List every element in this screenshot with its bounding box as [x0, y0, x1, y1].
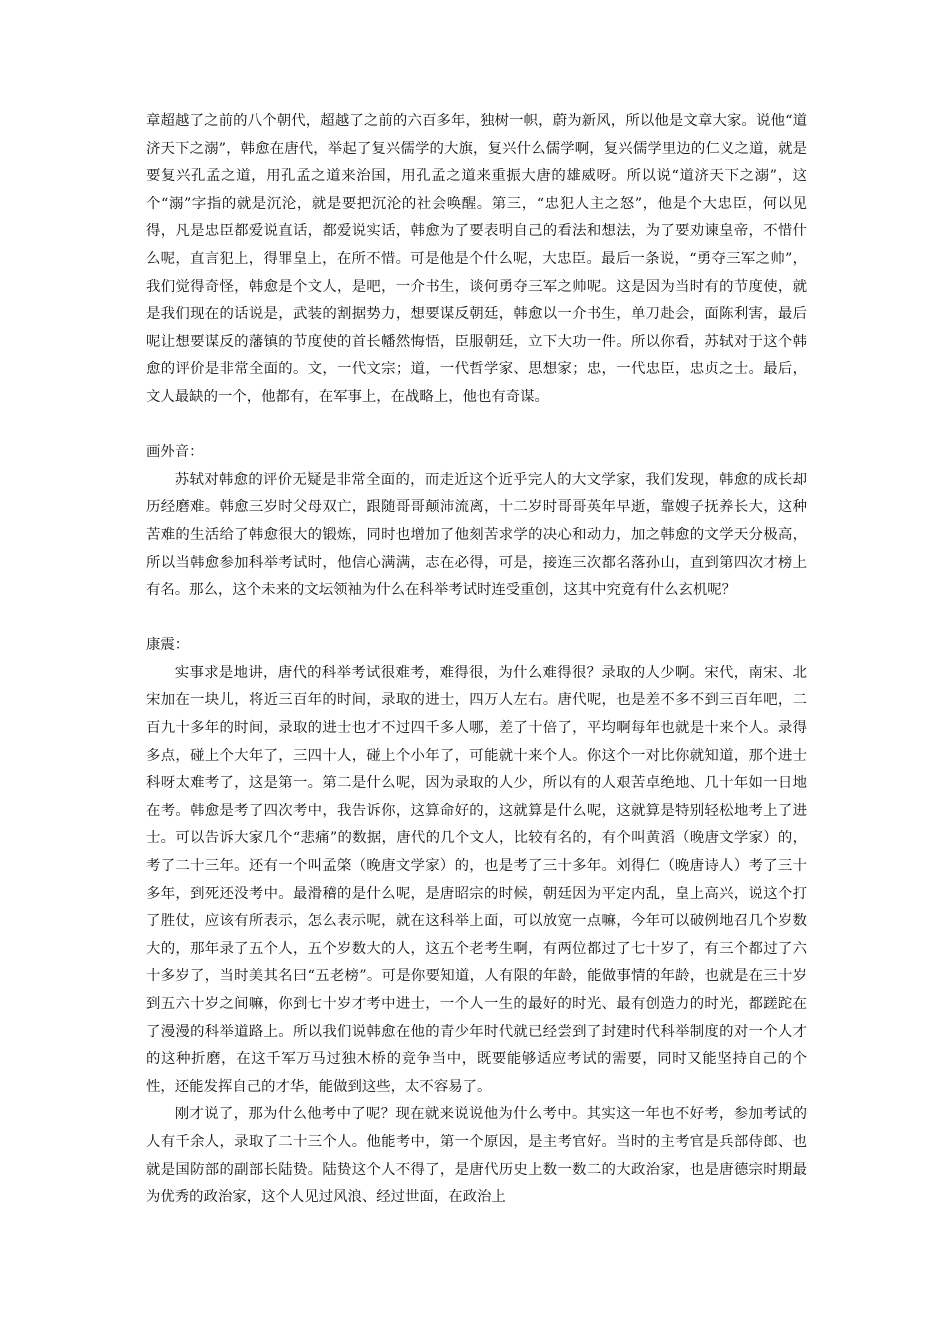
- paragraph-kangzhen-examiner: 刚才说了，那为什么他考中了呢？现在就来说说他为什么考中。其实这一年也不好考，参加考试的人有千余人，录取了二十三个人。他能考中，第一个原因，是主考官好。当时的主考官是兵部侍郎、也就是国防部的副部长陆贽。陆贽这个人不得了，是唐代历史上数一数二的大政治家，也是唐德宗时期最为优秀的政治家，这个人见过风浪、经过世面，在政治上: [146, 1106, 807, 1206]
- speaker-label-kangzhen: 康震：: [146, 637, 190, 654]
- paragraph-gap: [146, 605, 807, 633]
- paragraph-kangzhen-exam: 实事求是地讲，唐代的科举考试很难考，难得很，为什么难得很？录取的人少啊。宋代，南宋、北宋加在一块儿，将近三百年的时间，录取的进士，四万人左右。唐代呢，也是差不多不到三百年吧，二百九十多年的时间，录取的进士也才不过四千多人哪，差了十倍了，平均啊每年也就是十来个人。录得多点，碰上个大年了，三四十人，碰上个小年了，可能就十来个人。你这个一对比你就知道，那个进士科呀太难考了，这是第一。第二是什么呢，因为录取的人少，所以有的人艰苦卓绝地、几十年如一日地在考。韩愈是考了四次考中，我告诉你，这算命好的，这就算是什么呢，这就算是特别轻松地考上了进士。可以告诉大家几个“悲痛”的数据，唐代的几个文人，比较有名的，有个叫黄滔（晚唐文学家）的，考了二十三年。还有一个叫孟棨（晚唐文学家）的，也是考了三十多年。刘得仁（晚唐诗人）考了三十多年，到死还没考中。最滑稽的是什么呢，是唐昭宗的时候，朝廷因为平定内乱，皇上高兴，说这个打了胜仗，应该有所表示，怎么表示呢，就在这科举上面，可以放宽一点嘛，今年可以破例地召几个岁数大的，那年录了五个人，五个岁数大的人，这五个老考生啊，有两位都过了七十岁了，有三个都过了六十多岁了，当时美其名曰“五老榜”。可是你要知道，人有限的年龄，能做事情的年龄，也就是在三十岁到五六十岁之间嘛，你到七十岁才考中进士，一个人一生的最好的时光、最有创造力的时光，都蹉跎在了漫漫的科举道路上。所以我们说韩愈在他的青少年时代就已经尝到了封建时代科举制度的对一个人才的这种折磨，在这千军万马过独木桥的竞争当中，既要能够适应考试的需要，同时又能坚持自己的个性，还能发挥自己的才华，能做到这些，太不容易了。: [146, 664, 807, 1095]
- paragraph-narration: 苏轼对韩愈的评价无疑是非常全面的，而走近这个近乎完人的大文学家，我们发现，韩愈的成长却历经磨难。韩愈三岁时父母双亡，跟随哥哥颠沛流离，十二岁时哥哥英年早逝，靠嫂子抚养长大，这种苦难的生活给了韩愈很大的锻炼，同时也增加了他刻苦求学的决心和动力，加之韩愈的文学天分极高，所以当韩愈参加科举考试时，他信心满满，志在必得，可是，接连三次都名落孙山，直到第四次才榜上有名。那么，这个未来的文坛领袖为什么在科举考试时连受重创，这其中究竟有什么玄机呢？: [146, 471, 807, 599]
- paragraph-intro-continuation: 章超越了之前的八个朝代，超越了之前的六百多年，独树一帜，蔚为新风，所以他是文章大家。说他“道济天下之溺”，韩愈在唐代，举起了复兴儒学的大旗，复兴什么儒学啊，复兴儒学里边的仁义之道，就是要复兴孔孟之道，用孔孟之道来治国，用孔孟之道来重振大唐的雄威呀。所以说“道济天下之溺”，这个“溺”字指的就是沉沦，就是要把沉沦的社会唤醒。第三，“忠犯人主之怒”，他是个大忠臣，何以见得，凡是忠臣都爱说直话，都爱说实话，韩愈为了要表明自己的看法和想法，为了要劝谏皇帝，不惜什么呢，直言犯上，得罪皇上，在所不惜。可是他是个什么呢，大忠臣。最后一条说，“勇夺三军之帅”，我们觉得奇怪，韩愈是个文人，是吧，一介书生，谈何勇夺三军之帅呢。这是因为当时有的节度使，就是我们现在的话说是，武装的割据势力，想要谋反朝廷，韩愈以一介书生，单刀赴会，面陈利害，最后呢让想要谋反的藩镇的节度使的首长幡然悔悟，臣服朝廷，立下大功一件。所以你看，苏轼对于这个韩愈的评价是非常全面的。文，一代文宗；道，一代哲学家、思想家；忠，一代忠臣，忠贞之士。最后，文人最缺的一个，他都有，在军事上，在战略上，他也有奇谋。: [146, 113, 807, 405]
- paragraph-gap: [146, 412, 807, 440]
- speaker-label-narrator: 画外音：: [146, 444, 204, 461]
- document-page: [146, 108, 807, 1212]
